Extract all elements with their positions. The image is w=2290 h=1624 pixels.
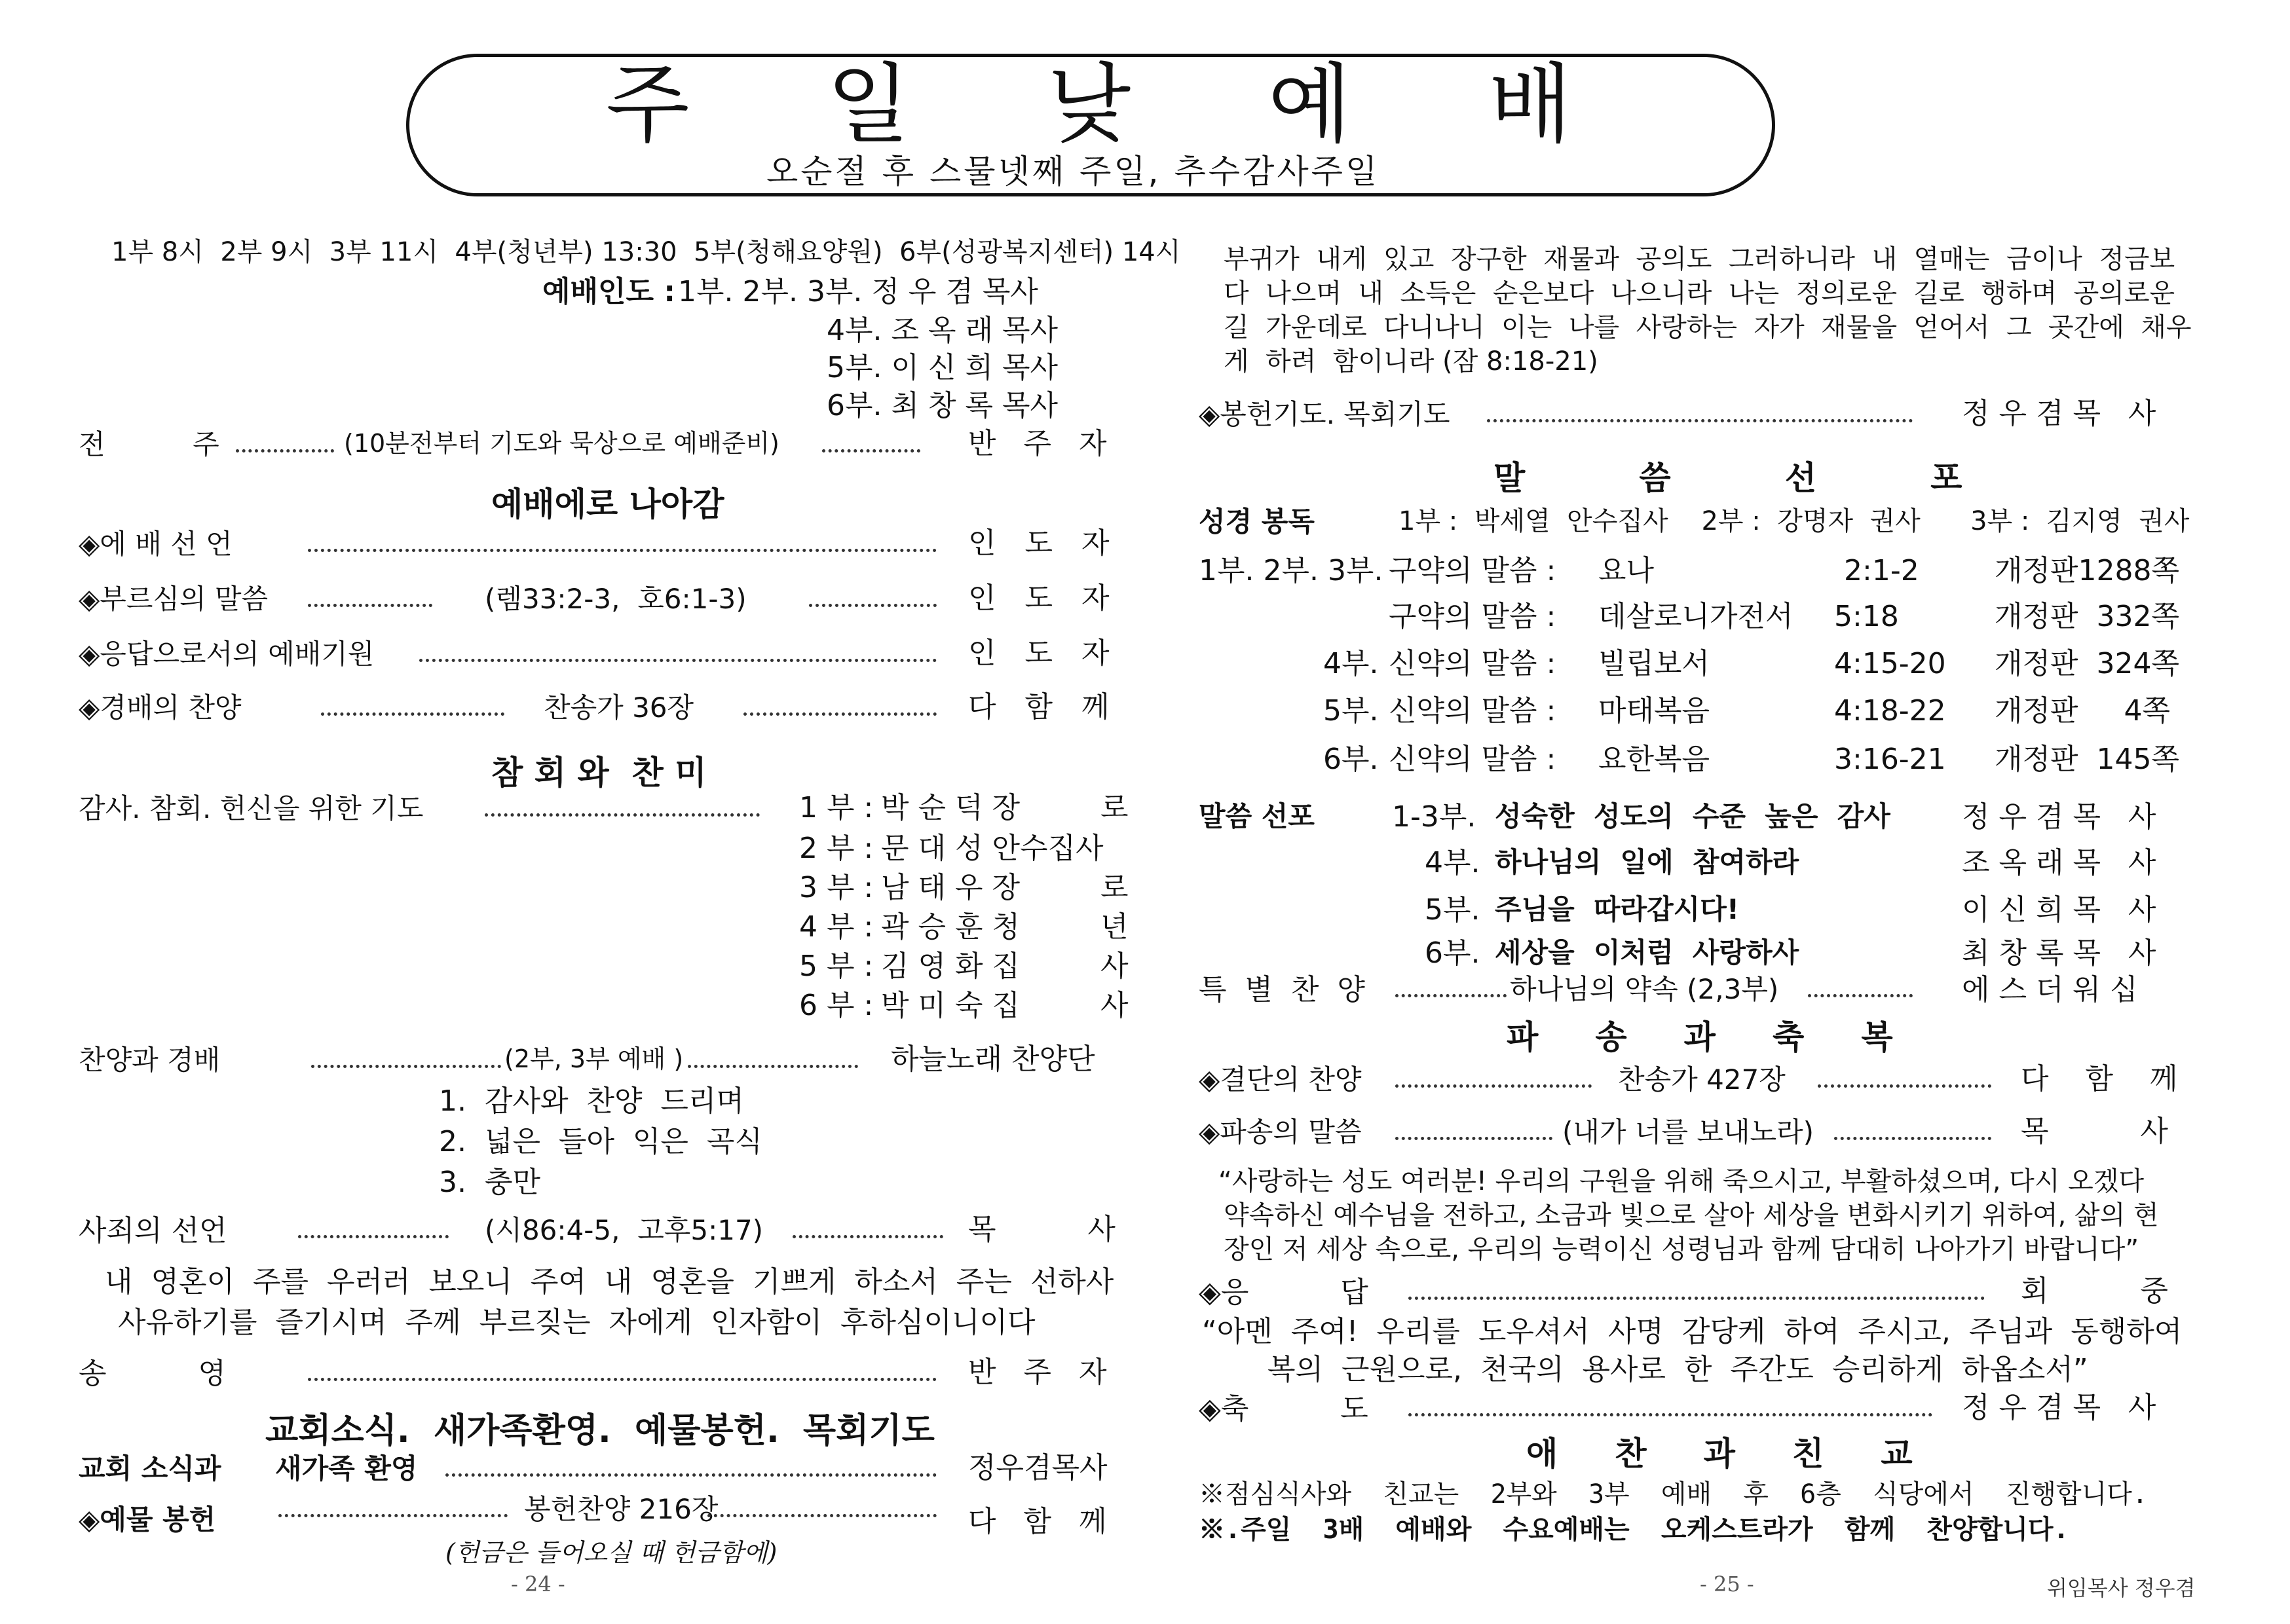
sending-line: “사랑하는 성도 여러분! 우리의 구원을 위해 죽으시고, 부활하셨으며, 다시 오겠다: [1218, 1166, 2145, 1196]
psalm-line: 사유하기를 즐기시며 주께 부르짖는 자에게 인자함이 후하심이니이다: [118, 1306, 1036, 1339]
prelude-note: (10분전부터 기도와 묵상으로 예배준비): [344, 429, 779, 458]
doxology-leader: 반 주 자: [968, 1356, 1107, 1389]
absolution-leader: 목 사: [968, 1213, 1116, 1246]
offering-note: (헌금은 들어오실 때 헌금함에): [445, 1538, 778, 1567]
reading-kind: 신약의 말씀 :: [1389, 743, 1556, 776]
section-heading-word: 말 씀 선 포: [1493, 459, 1962, 497]
prayer-name: 곽 승 훈 청: [881, 910, 1020, 944]
prayer-name: 박 미 숙 집: [881, 989, 1020, 1022]
sermon-part: 1-3부.: [1392, 800, 1476, 834]
benediction-label: ◈축 도: [1199, 1392, 1368, 1426]
reading-kind: 신약의 말씀 :: [1389, 647, 1556, 680]
order-item-leader: 인 도 자: [968, 581, 1110, 615]
order-item-note: (내가 너를 보내노라): [1562, 1116, 1814, 1148]
special-song-title: 하나님의 약속 (2,3부): [1510, 973, 1779, 1005]
order-item-leader: 인 도 자: [968, 526, 1110, 560]
notice-line: ※점심식사와 친교는 2부와 3부 예배 후 6층 식당에서 진행합니다.: [1199, 1479, 2148, 1509]
section-heading-sending: 파 송 과 축 복: [1507, 1018, 1893, 1056]
reading-book: 요한복음: [1598, 743, 1710, 776]
prayer-name: 김 영 화 집: [881, 950, 1020, 983]
reading-part: 6부.: [1323, 743, 1379, 776]
reading-kind: 구약의 말씀 :: [1389, 554, 1556, 587]
reading-page: 개정판 332쪽: [1995, 600, 2179, 633]
prayer-part: 5 부 :: [799, 950, 874, 983]
reading-part: 4부.: [1323, 647, 1379, 680]
reading-page: 개정판 4쪽: [1995, 694, 2170, 728]
order-item-leader: 다 함 께: [968, 690, 1110, 724]
sermon-title: 세상을 이처럼 사랑하사: [1495, 936, 1799, 969]
scripture-line: 길 가운데로 다니나니 이는 나를 사랑하는 자가 재물을 얻어서 그 곳간에 채우: [1224, 312, 2192, 342]
pastor-signature: 위임목사 정우겸: [2047, 1576, 2196, 1600]
sermon-title: 하나님의 일에 참여하라: [1495, 846, 1799, 878]
reading-ref: 4:15-20: [1834, 647, 1946, 680]
section-heading-confession: 참 회 와 찬 미: [491, 754, 707, 792]
prayer-name: 문 대 성 안수집사: [881, 832, 1104, 865]
order-item-leader: 목 사: [2021, 1115, 2168, 1148]
reading-ref: 2:1-2: [1844, 554, 1919, 587]
sermon-preacher: 최 창 록 목 사: [1962, 936, 2156, 970]
sermon-preacher: 조 옥 래 목 사: [1962, 846, 2156, 879]
prayer-title: 로: [1100, 871, 1129, 904]
prayer-title: 사: [1100, 989, 1129, 1022]
prayer-title: 년: [1100, 910, 1129, 944]
prelude-label: 전 주: [79, 428, 219, 460]
reading-ref: 4:18-22: [1834, 694, 1946, 728]
order-item-hymn: 찬송가 36장: [544, 692, 694, 724]
reading-kind: 구약의 말씀 :: [1389, 600, 1556, 633]
special-song-leader: 에 스 더 워 십: [1962, 973, 2138, 1006]
order-item-leader: 인 도 자: [968, 637, 1110, 670]
doxology-label: 송 영: [79, 1357, 226, 1390]
prayer-title: 사: [1100, 950, 1129, 983]
sermon-title: 주님을 따라갑시다!: [1495, 893, 1739, 925]
sermon-label: 말씀 선포: [1199, 800, 1315, 832]
prayer-part: 3 부 :: [799, 871, 874, 904]
prelude-leader: 반 주 자: [968, 427, 1107, 460]
page-title-char: 낮: [1047, 54, 1131, 155]
page-title-char: 배: [1488, 54, 1572, 155]
readers-label: 성경 봉독: [1199, 506, 1315, 538]
scripture-line: 부귀가 내게 있고 장구한 재물과 공의도 그러하니라 내 열매는 금이나 정금보: [1224, 244, 2175, 274]
offering-leader: 다 함 께: [968, 1505, 1107, 1538]
prayer-part: 1 부 :: [799, 791, 874, 824]
prayer-name: 남 태 우 장: [881, 871, 1020, 904]
page-title: [606, 54, 1572, 155]
notice-line: ※.주일 3배 예배와 수요예배는 오케스트라가 함께 찬양합니다.: [1199, 1515, 2069, 1545]
special-song-label: 특 별 찬 양: [1199, 973, 1365, 1006]
sermon-part: 4부.: [1425, 846, 1480, 879]
sermon-part: 6부.: [1425, 936, 1480, 970]
news-label: 교회 소식과: [79, 1452, 221, 1485]
response-label: ◈응 답: [1199, 1276, 1368, 1309]
absolution-reference: (시86:4-5, 고후5:17): [485, 1214, 764, 1246]
order-item-leader: 다 함 께: [2021, 1062, 2178, 1096]
prayer-title: 로: [1100, 791, 1129, 824]
reading-ref: 3:16-21: [1834, 743, 1946, 776]
response-line: 복의 근원으로, 천국의 용사로 한 주간도 승리하게 하옵소서”: [1267, 1353, 2088, 1386]
reading-part: 1부. 2부. 3부.: [1199, 554, 1383, 587]
readers-list: 1부 : 박세열 안수집사 2부 : 강명자 권사 3부 : 김지영 권사: [1398, 506, 2190, 536]
sending-line: 약속하신 예수님을 전하고, 소금과 빛으로 살아 세상을 변화시키기 위하여, 삶의 현: [1224, 1200, 2159, 1230]
section-heading-news: 교회소식. 새가족환영. 예물봉헌. 목회기도: [265, 1411, 935, 1450]
leader-line: 1부. 2부. 3부. 정 우 겸 목사: [678, 275, 1038, 308]
reading-book: 빌립보서: [1598, 647, 1710, 680]
order-item-label: ◈응답으로서의 예배기원: [79, 638, 375, 670]
sermon-preacher: 이 신 희 목 사: [1962, 893, 2156, 927]
reading-kind: 신약의 말씀 :: [1389, 694, 1556, 728]
scripture-line: 게 하려 함이니라 (잠 8:18-21): [1224, 346, 1598, 377]
reading-book: 마태복음: [1598, 694, 1710, 728]
song-item: 1. 감사와 찬양 드리며: [439, 1084, 744, 1118]
order-item-label: ◈경배의 찬양: [79, 692, 242, 724]
section-heading-worship-entry: 예배에로 나아감: [491, 485, 724, 523]
order-item-label: ◈부르심의 말씀: [79, 583, 269, 615]
benediction-leader: 정 우 겸 목 사: [1962, 1391, 2156, 1424]
service-schedule: 1부 8시 2부 9시 3부 11시 4부(청년부) 13:30 5부(청해요양원) 6부(성광복지센터) 14시: [111, 237, 1181, 267]
page-number-right: - 25 -: [1700, 1572, 1754, 1596]
response-leader: 회 중: [2021, 1274, 2168, 1308]
reading-part: 5부.: [1323, 694, 1379, 728]
praise-leader: 하늘노래 찬양단: [891, 1043, 1095, 1076]
sermon-title: 성숙한 성도의 수준 높은 감사: [1495, 800, 1890, 832]
sermon-preacher: 정 우 겸 목 사: [1962, 800, 2156, 834]
reading-book: 요나: [1598, 554, 1655, 587]
leader-line: 4부. 조 옥 래 목사: [827, 314, 1058, 347]
page-number-left: - 24 -: [511, 1572, 565, 1596]
order-item-hymn: 찬송가 427장: [1618, 1063, 1786, 1096]
order-item-label: ◈결단의 찬양: [1199, 1063, 1362, 1096]
song-item: 3. 충만: [439, 1166, 540, 1199]
song-item: 2. 넓은 들아 익은 곡식: [439, 1125, 762, 1158]
pastoral-prayer-leader: 정 우 겸 목 사: [1962, 397, 2156, 430]
page-subtitle: 오순절 후 스물넷째 주일, 추수감사주일: [766, 153, 1380, 191]
reading-page: 개정판1288쪽: [1995, 554, 2179, 587]
sending-line: 장인 저 세상 속으로, 우리의 능력이신 성령님과 함께 담대히 나아가기 바랍니다”: [1224, 1234, 2139, 1264]
order-item-reference: (렘33:2-3, 호6:1-3): [485, 583, 747, 615]
page-title-char: 주: [606, 54, 690, 155]
prayer-part: 2 부 :: [799, 832, 874, 865]
order-item-label: ◈파송의 말씀: [1199, 1116, 1362, 1148]
prayer-label: 감사. 참회. 헌신을 위한 기도: [79, 792, 424, 824]
prayer-name: 박 순 덕 장: [881, 791, 1020, 824]
reading-page: 개정판 324쪽: [1995, 647, 2179, 680]
page-title-char: 예: [1267, 54, 1352, 155]
prayer-part: 6 부 :: [799, 989, 874, 1022]
reading-book: 데살로니가전서: [1598, 600, 1793, 633]
reading-page: 개정판 145쪽: [1995, 743, 2179, 776]
page-title-char: 일: [826, 54, 910, 155]
response-line: “아멘 주여! 우리를 도우셔서 사명 감당케 하여 주시고, 주님과 동행하여: [1202, 1315, 2183, 1348]
reading-ref: 5:18: [1834, 600, 1899, 633]
order-item-label: ◈에 배 선 언: [79, 528, 233, 560]
news-leader: 정우겸목사: [968, 1451, 1108, 1485]
section-heading-fellowship: 애 찬 과 친 교: [1526, 1435, 1913, 1473]
offering-label: ◈예물 봉헌: [79, 1504, 216, 1536]
pastoral-prayer-label: ◈봉헌기도. 목회기도: [1199, 398, 1450, 430]
leader-line: 6부. 최 창 록 목사: [827, 389, 1058, 422]
praise-note: (2부, 3부 예배 ): [504, 1044, 684, 1073]
offering-hymn: 봉헌찬양 216장: [524, 1493, 719, 1525]
sermon-part: 5부.: [1425, 893, 1480, 927]
leaders-label: 예배인도 :: [542, 275, 675, 308]
scripture-line: 다 나으며 내 소득은 순은보다 나으니라 나는 정의로운 길로 행하며 공의로운: [1224, 278, 2175, 308]
absolution-label: 사죄의 선언: [79, 1214, 227, 1247]
psalm-line: 내 영혼이 주를 우러러 보오니 주여 내 영혼을 기쁘게 하소서 주는 선하사: [105, 1265, 1114, 1299]
prayer-part: 4 부 :: [799, 910, 874, 944]
leader-line: 5부. 이 신 희 목사: [827, 351, 1058, 384]
news-label-2: 새가족 환영: [275, 1452, 418, 1485]
praise-label: 찬양과 경배: [79, 1044, 221, 1076]
